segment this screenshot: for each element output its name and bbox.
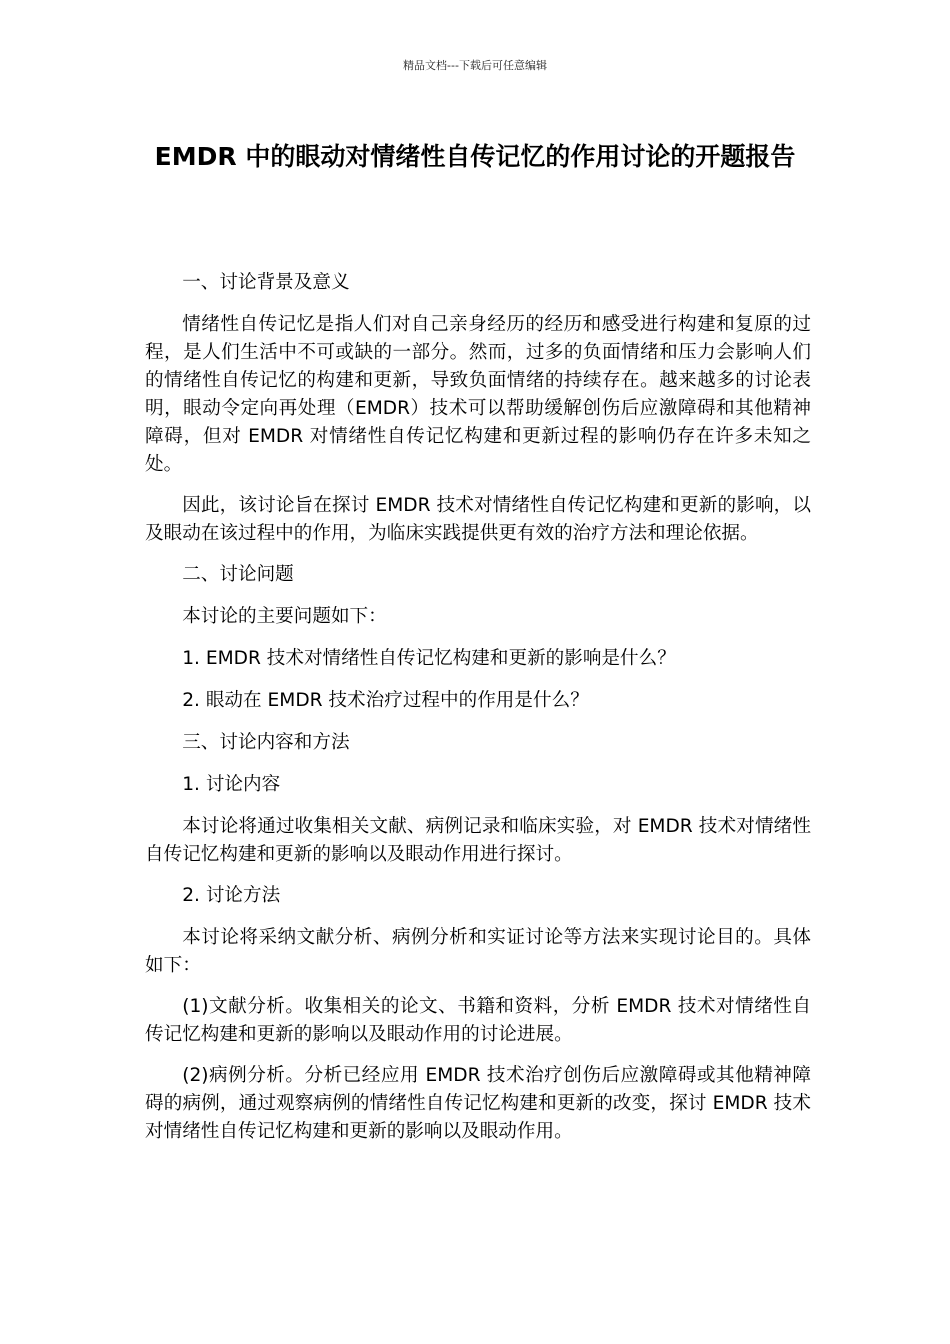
subheading-methods: 2. 讨论方法 bbox=[182, 885, 281, 906]
paragraph-literature-analysis: (1)文献分析。收集相关的论文、书籍和资料，分析 EMDR 技术对情绪性自传记忆构建和更新的影响以及眼动作用的讨论进展。 bbox=[145, 996, 811, 1045]
page-header-watermark: 精品文档---下载后可任意编辑 bbox=[403, 59, 547, 72]
section-heading-background: 一、讨论背景及意义 bbox=[182, 272, 350, 293]
paragraph-case-analysis: (2)病例分析。分析已经应用 EMDR 技术治疗创伤后应激障碍或其他精神障碍的病例，通过观察病例的情绪性自传记忆构建和更新的改变，探讨 EMDR 技术对情绪性自传记忆构建和更新的影响以及眼动作用。 bbox=[145, 1065, 811, 1142]
list-item-question-1: 1. EMDR 技术对情绪性自传记忆构建和更新的影响是什么？ bbox=[182, 648, 676, 669]
paragraph-purpose: 因此，该讨论旨在探讨 EMDR 技术对情绪性自传记忆构建和更新的影响，以及眼动在该过程中的作用，为临床实践提供更有效的治疗方法和理论依据。 bbox=[145, 495, 811, 544]
section-heading-questions: 二、讨论问题 bbox=[182, 564, 294, 585]
subheading-content: 1. 讨论内容 bbox=[182, 774, 281, 795]
document-title: EMDR 中的眼动对情绪性自传记忆的作用讨论的开题报告 bbox=[154, 142, 796, 171]
paragraph-background: 情绪性自传记忆是指人们对自己亲身经历的经历和感受进行构建和复原的过程，是人们生活中不可或缺的一部分。然而，过多的负面情绪和压力会影响人们的情绪性自传记忆的构建和更新，导致负面情绪的持续存在。越来越多的讨论表明，眼动令定向再处理（EMDR）技术可以帮助缓解创伤后应激障碍和其他精神障碍，但对 EMDR 对情绪性自传记忆构建和更新过程的影响仍存在许多未知之处。 bbox=[145, 314, 811, 475]
section-heading-content-methods: 三、讨论内容和方法 bbox=[182, 732, 350, 753]
document-body bbox=[145, 269, 811, 1159]
paragraph-methods-intro: 本讨论将采纳文献分析、病例分析和实证讨论等方法来实现讨论目的。具体如下： bbox=[145, 927, 811, 976]
paragraph-questions-intro: 本讨论的主要问题如下： bbox=[182, 606, 387, 627]
paragraph-content: 本讨论将通过收集相关文献、病例记录和临床实验，对 EMDR 技术对情绪性自传记忆构建和更新的影响以及眼动作用进行探讨。 bbox=[145, 816, 811, 865]
list-item-question-2: 2. 眼动在 EMDR 技术治疗过程中的作用是什么？ bbox=[182, 690, 589, 711]
